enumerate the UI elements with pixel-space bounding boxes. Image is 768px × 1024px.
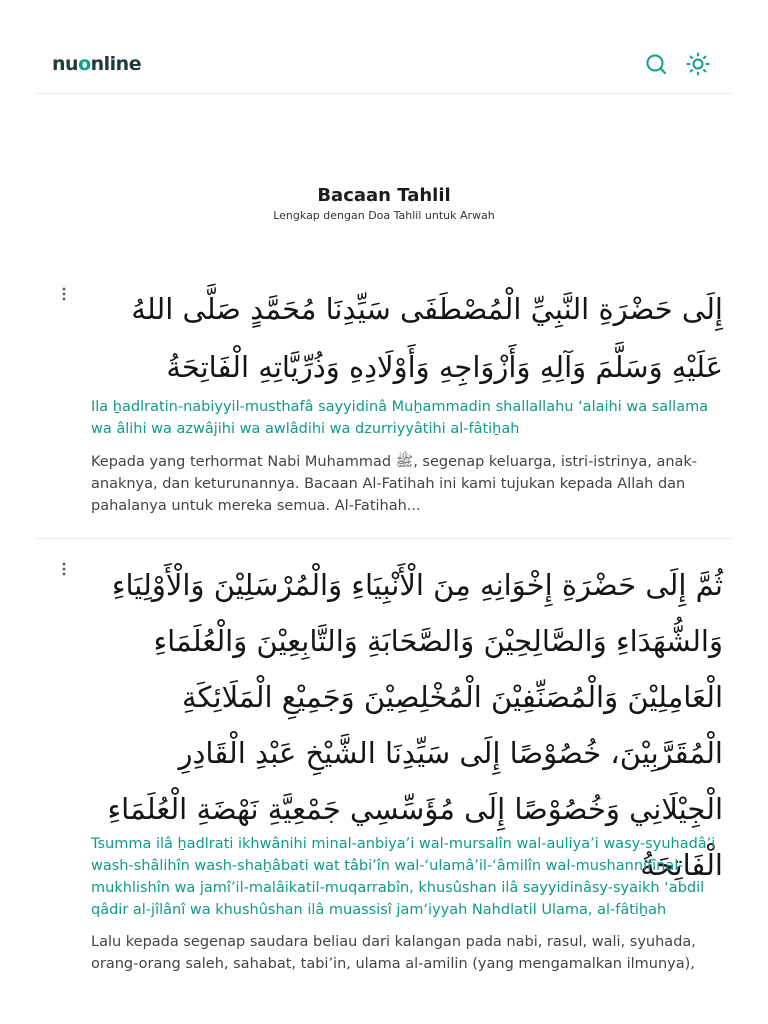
verse-menu-button[interactable]: [56, 559, 72, 579]
logo-prefix: nu: [52, 53, 79, 75]
more-vertical-icon: [62, 562, 66, 576]
page-subtitle: Lengkap dengan Doa Tahlil untuk Arwah: [273, 209, 495, 222]
search-icon: [645, 53, 667, 75]
logo-accent: o: [78, 53, 91, 75]
more-vertical-icon: [62, 287, 66, 301]
arabic-text: ثُمَّ إِلَى حَضْرَةِ إِخْوَانِهِ مِنَ الْأَنْبِيَاءِ وَالْمُرْسَلِيْنَ وَالْأَوْلِيَاءِ وَالشُّهَدَاءِ وَالصَّالِحِيْنَ وَالصَّحَابَةِ وَالتَّابِعِيْنَ وَالْعُلَمَاءِ الْعَامِلِيْنَ وَالْمُصَنِّفِيْنَ الْمُخْلِصِيْنَ وَجَمِيْعِ الْمَلَائِكَةِ الْمُقَرَّبِيْنَ، خُصُوْصًا إِلَى سَيِّدِنَا الشَّيْخِ عَبْدِ الْقَادِرِ الْجِيْلَانِي وَخُصُوْصًا إِلَى مُؤَسِّسِي جَمْعِيَّةِ نَهْضَةِ الْعُلَمَاءِ الْفَاتِحَةُ: [107, 568, 723, 882]
nu-online-logo[interactable]: [52, 52, 141, 76]
latin-transliteration: Tsumma ilâ ẖadlrati ikhwânihi minal-anbiya’i wal-mursalîn wal-auliya’i wasy-syuhadâ’i wash-shâlihîn wash-shaẖâbati wat tâbi’în wal-‘ulamâ’il-‘âmilîn wal-mushannifînal-mukhlishîn wa jamî’il-malâikatil-muqarrabîn, khusûshan ilâ sayyidinâsy-syaikh ‘abdil qâdir al-jîlânî wa khushûshan ilâ muassisî jam‘iyyah Nahdlatil Ulama, al-fâtiẖah: [91, 836, 716, 918]
logo-suffix: nline: [90, 53, 142, 75]
page-title: Bacaan Tahlil: [317, 185, 451, 206]
latin-transliteration: Ila ẖadlratin-nabiyyil-musthafâ sayyidinâ Muẖammadin shallallahu ‘alaihi wa sallama wa âlihi wa azwâjihi wa awlâdihi wa dzurriyyâtihi al-fâtiẖah: [91, 399, 709, 437]
site-header: [36, 32, 732, 94]
page-heading: [0, 184, 768, 223]
sun-icon: [686, 52, 710, 76]
translation-text: Lalu kepada segenap saudara beliau dari kalangan pada nabi, rasul, wali, syuhada, orang-orang saleh, sahabat, tabi’in, ulama al-amilin (yang mengamalkan ilmunya),: [91, 934, 696, 972]
theme-toggle-button[interactable]: [684, 50, 712, 78]
arabic-text: إِلَى حَضْرَةِ النَّبِيِّ الْمُصْطَفَى سَيِّدِنَا مُحَمَّدٍ صَلَّى اللهُ عَلَيْهِ وَسَلَّمَ وَآلِهِ وَأَزْوَاجِهِ وَأَوْلَادِهِ وَذُرِّيَّاتِهِ الْفَاتِحَةُ: [131, 292, 723, 384]
search-button[interactable]: [642, 50, 670, 78]
verse-block: [36, 538, 732, 972]
verse-menu-button[interactable]: [56, 284, 72, 304]
translation-text: Kepada yang terhormat Nabi Muhammad ﷺ, segenap keluarga, istri-istrinya, anak-anaknya, dan keturunannya. Bacaan Al-Fatihah ini kami tujukan kepada Allah dan pahalanya untuk mereka semua. Al-Fatihah...: [91, 454, 698, 514]
